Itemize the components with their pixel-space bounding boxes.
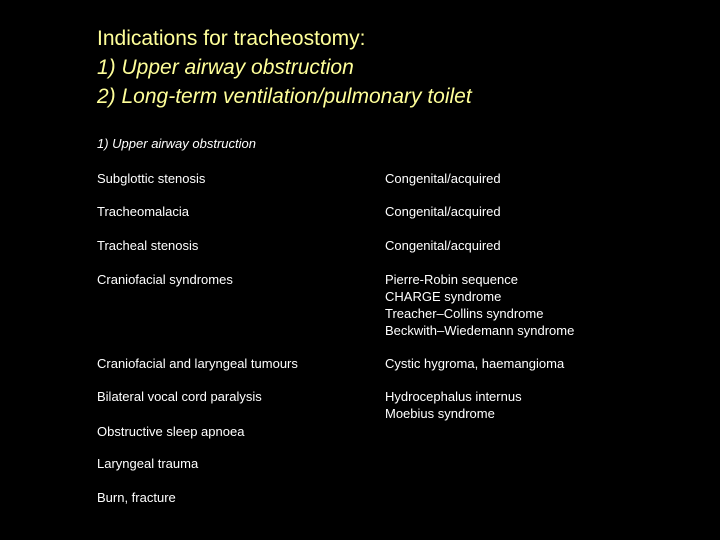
details-line: Congenital/acquired — [385, 204, 501, 219]
details-line: Beckwith–Wiedemann syndrome — [385, 323, 575, 338]
details-line: Congenital/acquired — [385, 238, 501, 253]
slide-title — [97, 24, 697, 111]
condition-cell: Tracheal stenosis — [97, 238, 199, 253]
title-line-3: 2) Long-term ventilation/pulmonary toilet — [97, 85, 472, 108]
details-line: Hydrocephalus internus — [385, 389, 522, 404]
details-cell — [385, 355, 564, 372]
condition-cell: Subglottic stenosis — [97, 171, 206, 186]
section-subheading: 1) Upper airway obstruction — [97, 136, 256, 151]
details-cell — [385, 388, 522, 422]
details-line: Treacher–Collins syndrome — [385, 306, 544, 321]
condition-cell: Tracheomalacia — [97, 204, 190, 219]
title-line-1: Indications for tracheostomy: — [97, 27, 366, 50]
details-cell — [385, 203, 501, 220]
condition-cell: Bilateral vocal cord paralysis — [97, 389, 262, 404]
details-line: Moebius syndrome — [385, 406, 495, 421]
condition-cell: Craniofacial syndromes — [97, 272, 233, 287]
details-line: Cystic hygroma, haemangioma — [385, 356, 565, 371]
details-cell — [385, 271, 574, 339]
condition-cell: Obstructive sleep apnoea — [97, 424, 245, 439]
details-cell — [385, 237, 501, 254]
title-line-2: 1) Upper airway obstruction — [97, 56, 354, 79]
details-line: CHARGE syndrome — [385, 289, 502, 304]
condition-cell: Laryngeal trauma — [97, 456, 199, 471]
details-cell — [385, 170, 501, 187]
details-line: Congenital/acquired — [385, 171, 501, 186]
condition-cell: Craniofacial and laryngeal tumours — [97, 356, 298, 371]
details-line: Pierre-Robin sequence — [385, 272, 518, 287]
condition-cell: Burn, fracture — [97, 490, 176, 505]
